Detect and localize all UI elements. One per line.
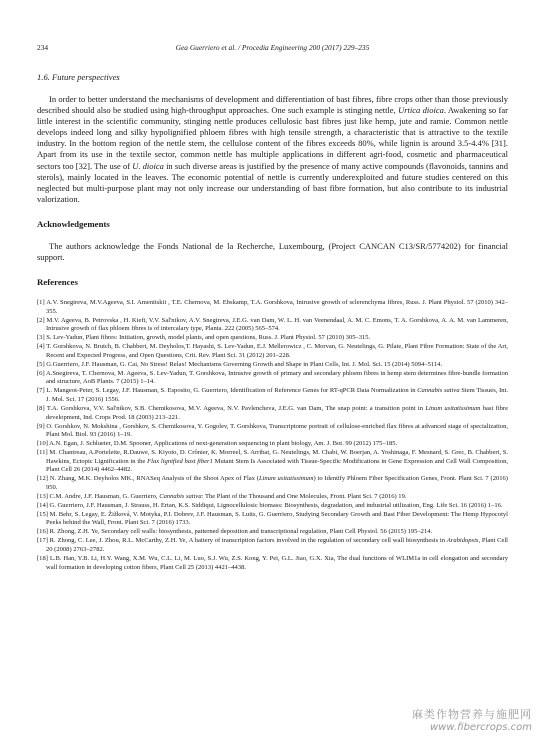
reference-text: [11] M. Chantreau, A.Portelette, R.Dauwe, S. Kiyoto, D. Crônier, K. Morreel, S. Arribat, G. Neutelings, M. Chabi, W. Boerjan, A. Yoshinaga, F. Mesnard, S. Grec, B. Chabbert, S. Hawkins, Ectopic Lignification in the: [37, 449, 508, 465]
reference-italic-text: Cannabis sativa: [417, 387, 460, 395]
reference-item: [37, 334, 508, 343]
reference-italic-text: Arabidopsis: [446, 537, 479, 545]
species-name: U. dioica: [132, 160, 164, 171]
acknowledgements-heading: Acknowledgements: [37, 218, 110, 229]
section-title: 1.6. Future perspectives: [37, 72, 120, 82]
reference-item: [37, 511, 508, 528]
page-number: 234: [37, 43, 49, 52]
reference-item: [37, 528, 508, 537]
reference-item: [37, 343, 508, 360]
reference-italic-text: Flax lignified bast fiber1: [147, 457, 213, 465]
reference-item: [37, 449, 508, 475]
reference-text: ) to Identify Phloem Fiber Specification Genes, Front. Plant Sci. 7 (2016) 950.: [46, 475, 508, 491]
paragraph-text: In order to better understand the mechanisms of development and differentiation of bast fibres, fibre crops other than those previously described should also be studied using high-throughput approaches. One such example is stinging nettle,: [37, 94, 508, 116]
reference-text: [4] T. Gorshkova, N. Brutch, B. Chabbert, M. Deyholos,T. Hayashi, S. Lev-Yadun, E.J. Mellerowicz , C. Morvan, G. Neutelings, G. Pilate, Plant Fibre Formation: State of the Art, Recent and Expected Progress, and Open Questions, Crit. Rev. Plant Sci. 31 (2012) 201–228.: [37, 343, 508, 359]
reference-text: [6] A.Snegireva, T. Chernova, M. Ageeva, S. Lev-Yadun, T. Gorshkova, Intrusive growth of primary and secondary phloem fibres in hemp stem determines fibre-bundle formation and structure, AoB Plants. 7 (2015) 1–14.: [37, 369, 508, 386]
reference-list: [37, 299, 508, 572]
reference-text: [8] T.A. Gorshkova, V.V. Sal'nikov, S.B. Chemikosova, M.V. Ageeva, N.V. Pavlencheva, J.E.G. van Dam, The snap point: a transition point in: [37, 404, 426, 412]
page-header: [37, 43, 508, 55]
reference-item: [37, 387, 508, 404]
reference-text: [18] L.B. Han, Y.B. Li, H.Y. Wang, X.M. Wu, C.L. Li, M. Luo, S.J. Wu, Z.S. Kong, Y. Pei, G.L. Jiao, G.X. Xia, The dual functions of WLIM1a in cell elongation and secondary wall formation in developing cotton fibers, Plant Cell 25 (2013) 4421–4438.: [37, 554, 508, 571]
page-content: [37, 72, 508, 573]
reference-text: : The Plant of the Thousand and One Molecules, Front. Plant Sci. 7 (2016) 19.: [201, 492, 407, 500]
future-perspectives-paragraph: [37, 94, 508, 205]
species-name: Urtica dioica: [398, 105, 444, 116]
reference-item: [37, 405, 508, 422]
reference-text: [7] L. Mangeot-Peter, S. Legay, J.F. Hausman, S. Esposito, G. Guerriero, Identification of Reference Genes for RT-qPCR Data Normalization in: [37, 387, 418, 395]
paragraph-text: in such diverse areas is justified by the presence of many active compounds (flavonoids, tannins and sterols), mainly located in the leaves. The economic potential of nettle is currently underexploited and future studies centered on this neglected but multi-purpose plant may not only increase our understanding of bast fibre formation, but also contribute to its industrial valorization.: [37, 160, 508, 204]
reference-text: [2] M.V. Ageeva, B. Petrovska , H. Kieft, V.V. Sal'nikov, A.V. Snegireva, J.E.G. van Dam, W. L. H. van Veenendaal, A. M. C. Emons, T. A. Gorshkova, A. A. M. van Lammeren, Intrusive growth of flax phloem fibres is of intercalary type, Planta. 222 (2005) 565–574.: [37, 316, 508, 333]
reference-text: [10] A.N. Egan, J. Schlueter, D.M. Spooner, Applications of next-generation sequencing in plant biology, Am. J. Bot. 99 (2012) 175–185.: [37, 440, 398, 448]
reference-item: [37, 423, 508, 440]
reference-text: Stem Tissues, Int. J. Mol. Sci. 17 (2016) 1556.: [46, 387, 508, 403]
reference-item: [37, 361, 508, 370]
reference-italic-text: Cannabis sativa: [159, 492, 202, 500]
reference-text: bast fibre development, Ind. Crops Prod. 18 (2003) 213–221.: [46, 404, 508, 421]
reference-item: [37, 440, 508, 449]
reference-text: [3] S. Lev-Yadun, Plant fibres: Initiation, growth, model plants, and open questions, Russ. J. Plant Physiol. 57 (2010) 305–315.: [37, 334, 371, 342]
reference-text: [5] G.Guerriero, J.F. Hausman, G. Cai, No Stress! Relax! Mechanisms Governing Growth and Shape in Plant Cells, Int. J. Mol. Sci. 15 (2014) 5094–5114.: [37, 360, 443, 368]
reference-item: [37, 299, 508, 316]
reference-item: [37, 502, 508, 511]
references-heading: References: [37, 277, 78, 288]
reference-text: [12] N. Zhang, M.K. Deyholos MK., RNASeq Analysis of the Shoot Apex of Flax (: [37, 475, 259, 483]
watermark-url: www.fibercrops.com: [430, 722, 532, 733]
reference-text: [13] C.M. Andre, J.F. Hausman, G. Guerriero,: [37, 492, 160, 500]
paragraph-text: . Awakening so far little interest in the scientific community, stinging nettle produces cellulosic bast fibres just like hemp, jute and ramie. Common nettle develops indeed long and silky hypolignified phloem fibres with high tensile strength, a characteristic that is attractive to the textile industry. In the bottom region of the nettle stem, the cellulose content of the fibres exceeds 80%, while lignin is around 3.5-4.4% [31]. Apart from its use in the textile sector, common nettle has multiple applications in different agri-food, cosmetic and pharmaceutical sectors too [32]. The use of: [37, 105, 508, 171]
watermark: [412, 706, 532, 733]
acknowledgements-text: The authors acknowledge the Fonds National de la Recherche, Luxembourg, (Project CANCAN C13/SR/5774202) for financial support.: [37, 240, 508, 263]
reference-text: , Plant Cell 20 (2008) 2763–2782.: [46, 537, 508, 553]
reference-text: [1] A.V. Snegireva, M.V.Ageeva, S.I. Amenitskii , T.E. Chernova, M. Ebskamp, T.A. Gorshkova, Intrusive growth of sclerenchyma fibres, Russ. J. Plant Physiol. 57 (2010) 342–355.: [37, 299, 508, 315]
reference-item: [37, 537, 508, 554]
reference-text: [15] M. Behr, S. Legay, E. Žižková, V. Motyka, P.I. Dobrev, J.F. Hausman, S. Lutts, G. Guerriero, Studying Secondary Growth and Bast Fiber Development: The Hemp Hypocotyl Peeks behind the Wall, Front. Plant Sci. 7 (2016) 1733.: [37, 510, 508, 527]
reference-text: [9] O. Gorshkov, N. Mokshina , Gorshkov, S. Chemikosova, Y. Gogolev, T. Gorshkova, Transcriptome portrait of cellulose-enriched flax fibres at advanced stage of specialization, Plant Mol. Biol. 93 (2016) 1–19.: [37, 422, 508, 439]
reference-italic-text: Linum usitatissimum: [425, 404, 481, 412]
reference-text: Mutant Stem Is Associated with Tissue-Specific Modifications in Gene Expression and Cell Wall Composition, Plant Cell 26 (2014) 4462–4482.: [46, 457, 508, 474]
reference-item: [37, 493, 508, 502]
reference-item: [37, 317, 508, 334]
reference-item: [37, 370, 508, 387]
watermark-chinese: 麻类作物营养与施肥网: [412, 708, 532, 721]
reference-text: [16] R. Zhong, Z.H. Ye, Secondary cell walls: biosynthesis, patterned deposition and transcriptional regulation, Plant Cell Physiol. 56 (2015) 195–214.: [37, 528, 433, 536]
reference-text: [14] G. Guerriero, J.F. Hausman, J. Strauss, H. Ertan, K.S. Siddiqui, Lignocellulosic biomass: Biosynthesis, degradation, and industrial utilization, Eng. Life Sci. 16 (2016) 1–16.: [37, 501, 503, 509]
reference-item: [37, 475, 508, 492]
reference-item: [37, 555, 508, 572]
reference-text: [17] R. Zhong, C. Lee, J. Zhou, R.L. McCarthy, Z.H. Ye, A battery of transcription factors involved in the regulation of secondary cell wall biosynthesis in: [37, 537, 447, 545]
reference-italic-text: Linum usitatissimum: [258, 475, 314, 483]
running-title: Gea Guerriero et al. / Procedia Engineering 200 (2017) 229–235: [175, 43, 370, 52]
